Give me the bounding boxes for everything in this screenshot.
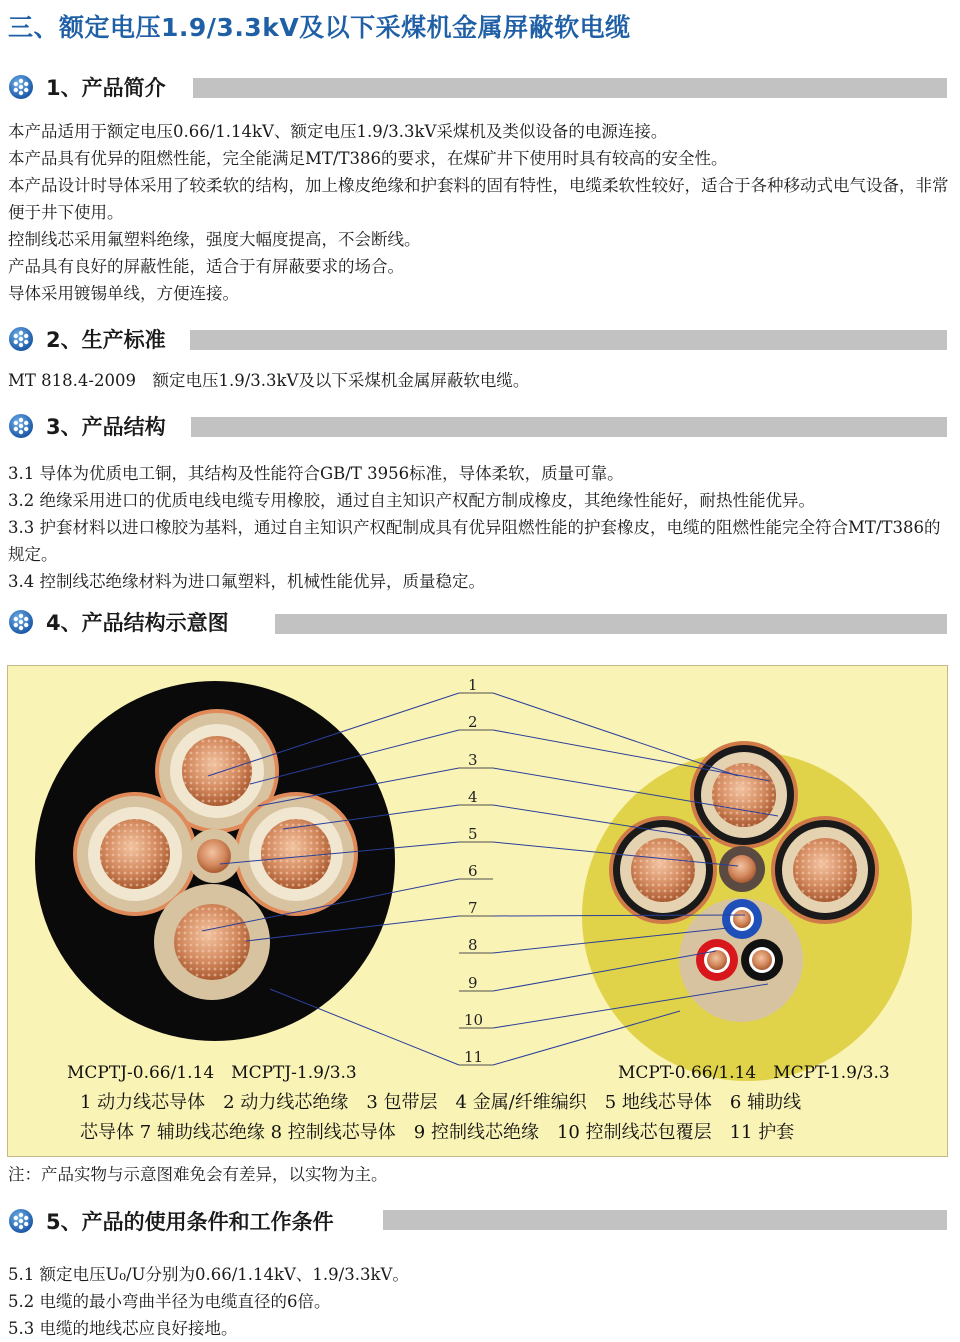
- label-5: 5: [468, 825, 478, 843]
- sphere-icon: [8, 609, 34, 635]
- section-1-title: 1、产品简介: [46, 76, 166, 100]
- section-2-bar: [190, 330, 947, 350]
- paragraph: 5.3 电缆的地线芯应良好接地。: [8, 1319, 238, 1338]
- diagram-note: [8, 1161, 956, 1188]
- label-4: 4: [468, 788, 478, 806]
- right-cable: [582, 743, 912, 1081]
- label-2: 2: [468, 713, 478, 731]
- sphere-icon: [8, 1208, 34, 1234]
- paragraph: 控制线芯采用氟塑料绝缘，强度大幅度提高，不会断线。: [8, 230, 421, 249]
- control-core: [722, 899, 762, 939]
- paragraph: 3.2 绝缘采用进口的优质电线电缆专用橡胶，通过自主知识产权配方制成橡皮，其绝缘性能好，耐热性能优异。: [8, 491, 815, 510]
- paragraph: 3.4 控制线芯绝缘材料为进口氟塑料，机械性能优异，质量稳定。: [8, 572, 485, 591]
- section-3-bar: [191, 417, 947, 437]
- paragraph: 3.3 护套材料以进口橡胶为基料，通过自主知识产权配制成具有优异阻燃性能的护套橡皮，电缆的阻燃性能完全符合MT/T386的规定。: [8, 518, 941, 564]
- label-6: 6: [468, 862, 478, 880]
- section-1-body: [8, 118, 956, 307]
- paragraph: 导体采用镀锡单线，方便连接。: [8, 284, 239, 303]
- section-5-header: [8, 1206, 334, 1236]
- paragraph: 5.1 额定电压U₀/U分别为0.66/1.14kV、1.9/3.3kV。: [8, 1265, 409, 1284]
- power-core: [692, 743, 796, 847]
- section-1-header: [8, 72, 166, 102]
- paragraph: 5.2 电缆的最小弯曲半径为电缆直径的6倍。: [8, 1292, 331, 1311]
- sphere-icon: [8, 413, 34, 439]
- control-core: [696, 939, 738, 981]
- section-3-title: 3、产品结构: [46, 415, 166, 439]
- section-5-body: [8, 1261, 956, 1342]
- paragraph: 本产品适用于额定电压0.66/1.14kV、额定电压1.9/3.3kV采煤机及类似设备的电源连接。: [8, 122, 668, 141]
- ground-core: [719, 846, 765, 892]
- model-label-right: MCPT-0.66/1.14 MCPT-1.9/3.3: [618, 1063, 890, 1083]
- note-text: 注：产品实物与示意图难免会有差异，以实物为主。: [8, 1165, 388, 1184]
- number-labels: [459, 676, 493, 1066]
- document-title: 三、额定电压1.9/3.3kV及以下采煤机金属屏蔽软电缆: [8, 13, 631, 42]
- section-2-title: 2、生产标准: [46, 328, 166, 352]
- label-9: 9: [468, 974, 478, 992]
- ground-core: [187, 829, 241, 883]
- section-1-bar: [193, 78, 947, 98]
- section-2-header: [8, 324, 166, 354]
- power-core: [773, 818, 877, 922]
- control-core: [741, 939, 783, 981]
- cable-cross-section-drawing: [8, 666, 949, 1158]
- section-4-bar: [275, 614, 947, 634]
- legend-line-2: 芯导体 7 辅助线芯绝缘 8 控制线芯导体 9 控制线芯绝缘 10 控制线芯包覆层 11 护套: [80, 1122, 795, 1143]
- paragraph: MT 818.4-2009 额定电压1.9/3.3kV及以下采煤机金属屏蔽软电缆。: [8, 371, 530, 390]
- section-5-title: 5、产品的使用条件和工作条件: [46, 1210, 334, 1234]
- label-3: 3: [468, 751, 478, 769]
- paragraph: 本产品具有优异的阻燃性能，完全能满足MT/T386的要求，在煤矿井下使用时具有较高的安全性。: [8, 149, 728, 168]
- legend-line-1: 1 动力线芯导体 2 动力线芯绝缘 3 包带层 4 金属/纤维编织 5 地线芯导体 6 辅助线: [80, 1092, 802, 1113]
- sphere-icon: [8, 326, 34, 352]
- label-10: 10: [464, 1011, 484, 1029]
- section-3-header: [8, 411, 166, 441]
- section-3-body: [8, 460, 956, 595]
- power-core: [236, 794, 356, 914]
- cable-structure-diagram: [7, 665, 948, 1157]
- power-core: [611, 818, 715, 922]
- section-5-bar: [383, 1210, 947, 1230]
- paragraph: 3.1 导体为优质电工铜，其结构及性能符合GB/T 3956标准，导体柔软，质量可靠。: [8, 464, 624, 483]
- paragraph: 本产品设计时导体采用了较柔软的结构，加上橡皮绝缘和护套料的固有特性，电缆柔软性较好，适合于各种移动式电气设备，非常便于井下使用。: [8, 176, 949, 222]
- label-7: 7: [468, 899, 478, 917]
- model-label-left: MCPTJ-0.66/1.14 MCPTJ-1.9/3.3: [67, 1063, 357, 1083]
- control-core-bundle: [679, 898, 803, 1022]
- section-4-header: [8, 607, 229, 637]
- paragraph: 产品具有良好的屏蔽性能，适合于有屏蔽要求的场合。: [8, 257, 404, 276]
- left-cable: [35, 681, 395, 1041]
- auxiliary-core: [154, 884, 270, 1000]
- section-2-body: [8, 367, 956, 394]
- sphere-icon: [8, 74, 34, 100]
- label-1: 1: [468, 676, 478, 694]
- label-11: 11: [464, 1048, 484, 1066]
- label-8: 8: [468, 936, 478, 954]
- section-4-title: 4、产品结构示意图: [46, 611, 229, 635]
